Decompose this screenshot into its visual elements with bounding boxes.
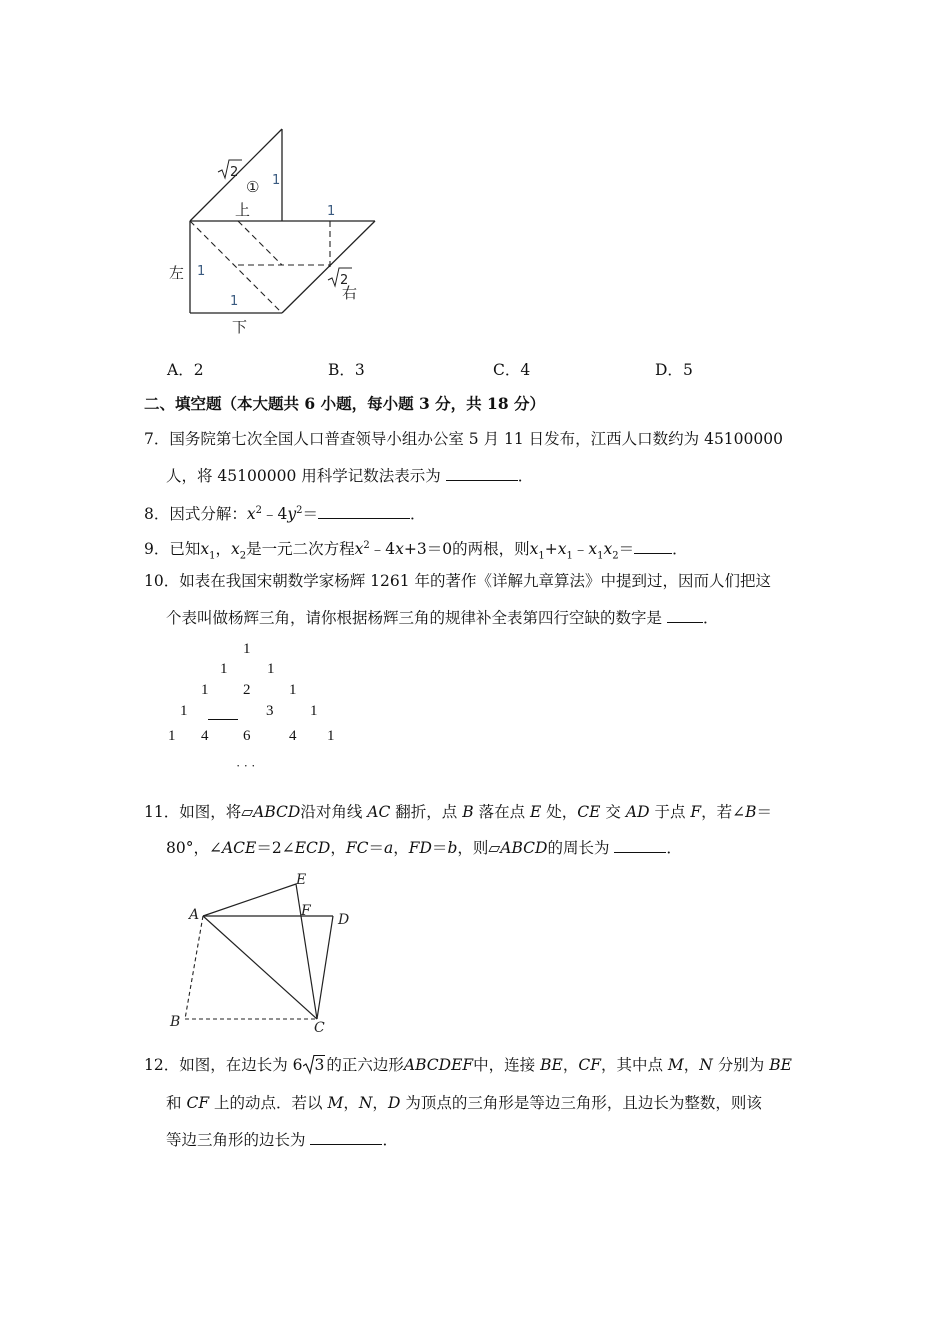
answer-blank [310, 1130, 382, 1145]
side-length-label: 1 [197, 264, 206, 279]
answer-blank [667, 608, 703, 623]
triangle-number: 4 [201, 728, 209, 744]
question-7-line1: 7．国务院第七次全国人口普查领导小组办公室 5 月 11 日发布，江西人口数约为 45100000 [144, 430, 783, 448]
triangle-number: 1 [220, 661, 228, 677]
triangle-number: 1 [289, 682, 297, 698]
sqrt-expression: 3 [303, 1055, 326, 1075]
answer-blank [318, 504, 410, 519]
segment-ab [185, 916, 203, 1019]
circled-one-label: ① [246, 178, 260, 196]
point-label-f: F [301, 903, 311, 919]
triangle-number: 6 [243, 728, 251, 744]
point-label-a: A [189, 907, 200, 923]
side-length-label: 1 [327, 204, 336, 219]
triangle-number: 4 [289, 728, 297, 744]
triangle-number: 1 [180, 703, 188, 719]
section-title: 二、填空题（本大题共 6 小题，每小题 3 分，共 18 分） [144, 394, 546, 413]
triangle-number: 1 [243, 641, 251, 657]
triangle-number: 2 [243, 682, 251, 698]
segment-dc [317, 916, 333, 1019]
question-12-line3: 等边三角形的边长为 ． [166, 1131, 398, 1149]
side-length-label: 1 [230, 294, 239, 309]
missing-number-blank [208, 718, 238, 720]
point-label-c: C [314, 1020, 325, 1036]
face-label-up: 上 [235, 201, 251, 219]
option-d: D．5 [655, 361, 693, 379]
answer-blank [446, 466, 518, 481]
triangle-number: 1 [201, 682, 209, 698]
answer-blank [634, 539, 672, 554]
sqrt2-right-label: 2 [340, 273, 349, 288]
question-11-line1: 11．如图，将▱ABCD沿对角线 AC 翻折，点 B 落在点 E 处，CE 交 AD 于点 F，若∠B＝ [144, 803, 773, 821]
question-10-line2: 个表叫做杨辉三角，请你根据杨辉三角的规律补全表第四行空缺的数字是 ． [166, 609, 719, 627]
triangle-number: 1 [267, 661, 275, 677]
side-length-label: 1 [272, 173, 281, 188]
net-edge [282, 221, 375, 313]
triangle-number: 1 [310, 703, 318, 719]
face-label-right: 右 [342, 284, 358, 302]
option-b: B．3 [328, 361, 365, 379]
point-label-b: B [170, 1014, 181, 1030]
question-8: 8．因式分解：$x^2﹣4y^2=$ ． [144, 505, 426, 524]
option-c: C．4 [493, 361, 531, 379]
net-fold-line [238, 221, 282, 265]
question-9: 9．已知$x_1$，$x_2$是一元二次方程$x^2﹣4x+3=0$的两根，则$x_1+x_1﹣x_1x_2=$ ． [144, 540, 688, 562]
triangle-number: 1 [168, 728, 176, 744]
point-label-d: D [338, 912, 350, 928]
option-a: A．2 [167, 361, 204, 379]
sqrt-symbol [303, 1054, 315, 1075]
question-11-line2: 80°，∠ACE＝2∠ECD，FC＝a，FD＝b，则▱ABCD的周长为 ． [166, 839, 682, 857]
sqrt2-top-label: 2 [230, 165, 239, 180]
question-7-line2: 人，将 45100000 用科学记数法表示为 ． [166, 467, 534, 485]
triangle-number: 1 [327, 728, 335, 744]
question-12-line2: 和 CF 上的动点．若以 M，N，D 为顶点的三角形是等边三角形，且边长为整数，则该 [166, 1094, 762, 1112]
segment-ae [203, 884, 296, 916]
continuation-dots: · · · [236, 758, 256, 773]
net-figure [160, 120, 400, 340]
face-label-left: 左 [169, 264, 185, 282]
point-label-e: E [296, 872, 307, 888]
face-label-down: 下 [232, 318, 248, 336]
triangle-number: 3 [266, 703, 274, 719]
answer-blank [614, 838, 666, 853]
question-12-line1: 12．如图，在边长为 6 3 的正六边形ABCDEF中，连接 BE，CF，其中点 M，N 分别为 BE [144, 1056, 792, 1074]
question-10-line1: 10．如表在我国宋朝数学家杨辉 1261 年的著作《详解九章算法》中提到过，因而人们把这 [144, 572, 772, 590]
parallelogram-figure [160, 868, 370, 1038]
segment-ac [203, 916, 317, 1019]
